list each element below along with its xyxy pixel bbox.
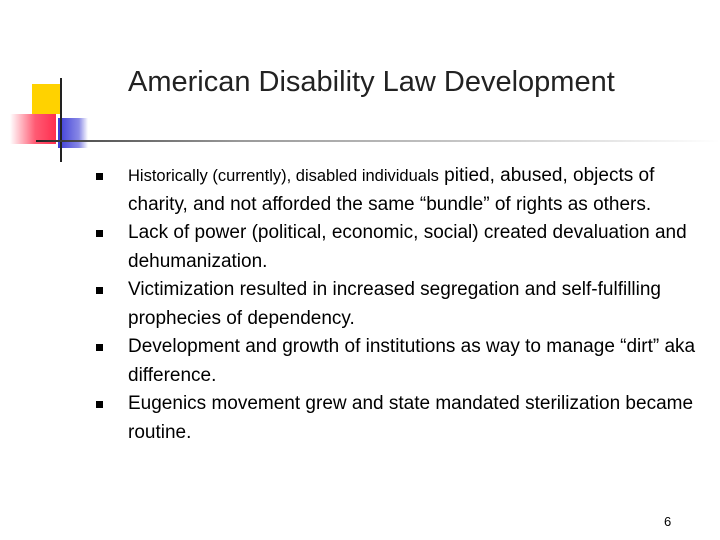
page-number: 6 — [664, 514, 672, 529]
bullet-item — [96, 219, 706, 276]
bullet-list — [96, 162, 706, 447]
square-bullet-icon — [96, 230, 103, 237]
bullet-item — [96, 276, 706, 333]
square-bullet-icon — [96, 344, 103, 351]
slide-title: American Disability Law Development — [128, 66, 615, 98]
square-bullet-icon — [96, 173, 103, 180]
bullet-text: pitied, abused, objects of charity, and not afforded the same “bundle” of rights as others. — [128, 165, 655, 215]
bullet-text: Victimization resulted in increased segregation and self-fulfilling prophecies of dependency. — [128, 279, 661, 329]
bullet-text: Lack of power (political, economic, social) created devaluation and dehumanization. — [128, 222, 687, 272]
bullet-item — [96, 162, 706, 219]
title-underline-divider — [36, 140, 720, 142]
square-bullet-icon — [96, 401, 103, 408]
bullet-text: Eugenics movement grew and state mandated sterilization became routine. — [128, 393, 694, 443]
vertical-divider-line — [60, 78, 62, 162]
bullet-text: Development and growth of institutions as way to manage “dirt” aka difference. — [128, 336, 696, 386]
yellow-square-shape — [32, 84, 62, 114]
bullet-lead-text: Historically (currently), disabled individuals — [128, 167, 439, 185]
bullet-item — [96, 390, 706, 447]
square-bullet-icon — [96, 287, 103, 294]
bullet-item — [96, 333, 706, 390]
blue-square-shape — [58, 118, 88, 148]
